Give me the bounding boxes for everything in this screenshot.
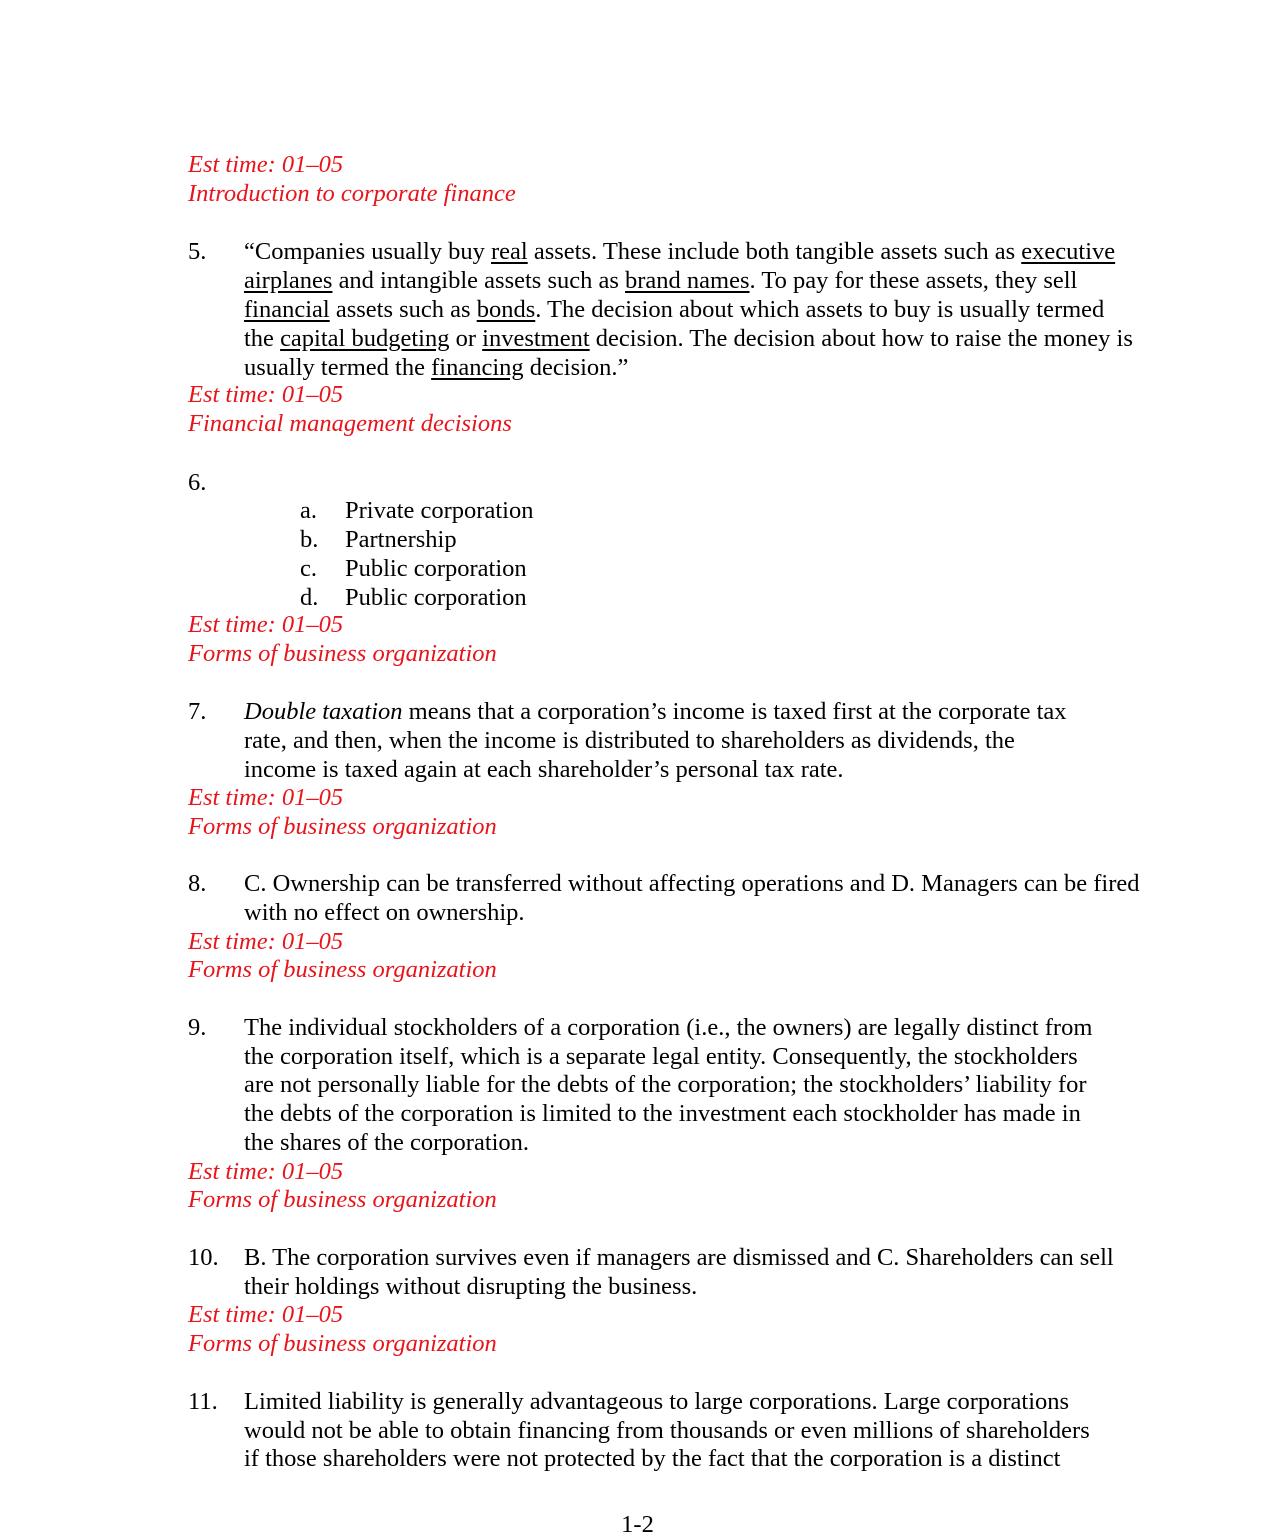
answer-line: the shares of the corporation.: [244, 1129, 530, 1156]
answer-line: if those shareholders were not protected by the fact that the corporation is a distinct: [244, 1445, 1061, 1472]
answer-line: Double taxation means that a corporation’s income is taxed first at the corporate tax: [244, 698, 1067, 725]
est-time: Est time: 01–05: [188, 611, 344, 638]
question-number: 7.: [188, 698, 207, 725]
answer-line: usually termed the financing decision.”: [244, 354, 629, 381]
answer-line: the capital budgeting or investment decision. The decision about how to raise the money is: [244, 325, 1133, 352]
est-time: Est time: 01–05: [188, 1158, 344, 1185]
question-number: 11.: [188, 1388, 218, 1415]
list-item-letter: a.: [300, 497, 317, 524]
answer-line: would not be able to obtain financing from thousands or even millions of shareholders: [244, 1417, 1090, 1444]
topic-label: Financial management decisions: [188, 410, 512, 437]
topic-label: Forms of business organization: [188, 1330, 497, 1357]
topic-label: Forms of business organization: [188, 1186, 497, 1213]
question-number: 5.: [188, 238, 207, 265]
est-time: Est time: 01–05: [188, 928, 344, 955]
page-number: 1-2: [621, 1511, 654, 1538]
answer-line: financial assets such as bonds. The decision about which assets to buy is usually termed: [244, 296, 1105, 323]
question-number: 9.: [188, 1014, 207, 1041]
answer-line: airplanes and intangible assets such as brand names. To pay for these assets, they sell: [244, 267, 1078, 294]
list-item-letter: c.: [300, 555, 317, 582]
est-time: Est time: 01–05: [188, 381, 344, 408]
answer-line: their holdings without disrupting the business.: [244, 1273, 698, 1300]
est-time: Est time: 01–05: [188, 784, 344, 811]
answer-line: “Companies usually buy real assets. These include both tangible assets such as executive: [244, 238, 1116, 265]
answer-line: rate, and then, when the income is distributed to shareholders as dividends, the: [244, 727, 1015, 754]
topic-label: Forms of business organization: [188, 640, 497, 667]
list-item: Public corporation: [345, 584, 527, 611]
topic-label: Introduction to corporate finance: [188, 180, 516, 207]
topic-label: Forms of business organization: [188, 813, 497, 840]
list-item: Partnership: [345, 526, 457, 553]
question-number: 6.: [188, 469, 207, 496]
list-item-letter: b.: [300, 526, 319, 553]
question-number: 10.: [188, 1244, 219, 1271]
topic-label: Forms of business organization: [188, 956, 497, 983]
est-time: Est time: 01–05: [188, 151, 344, 178]
list-item: Public corporation: [345, 555, 527, 582]
answer-line: the corporation itself, which is a separate legal entity. Consequently, the stockholders: [244, 1043, 1078, 1070]
answer-line: Limited liability is generally advantageous to large corporations. Large corporations: [244, 1388, 1070, 1415]
answer-line: B. The corporation survives even if managers are dismissed and C. Shareholders can sell: [244, 1244, 1114, 1271]
answer-line: income is taxed again at each shareholder’s personal tax rate.: [244, 756, 844, 783]
list-item: Private corporation: [345, 497, 534, 524]
answer-line: are not personally liable for the debts of the corporation; the stockholders’ liability for: [244, 1071, 1087, 1098]
answer-line: the debts of the corporation is limited to the investment each stockholder has made in: [244, 1100, 1081, 1127]
answer-line: with no effect on ownership.: [244, 899, 525, 926]
est-time: Est time: 01–05: [188, 1301, 344, 1328]
answer-line: C. Ownership can be transferred without affecting operations and D. Managers can be fired: [244, 870, 1140, 897]
answer-line: The individual stockholders of a corporation (i.e., the owners) are legally distinct from: [244, 1014, 1093, 1041]
list-item-letter: d.: [300, 584, 319, 611]
question-number: 8.: [188, 870, 207, 897]
